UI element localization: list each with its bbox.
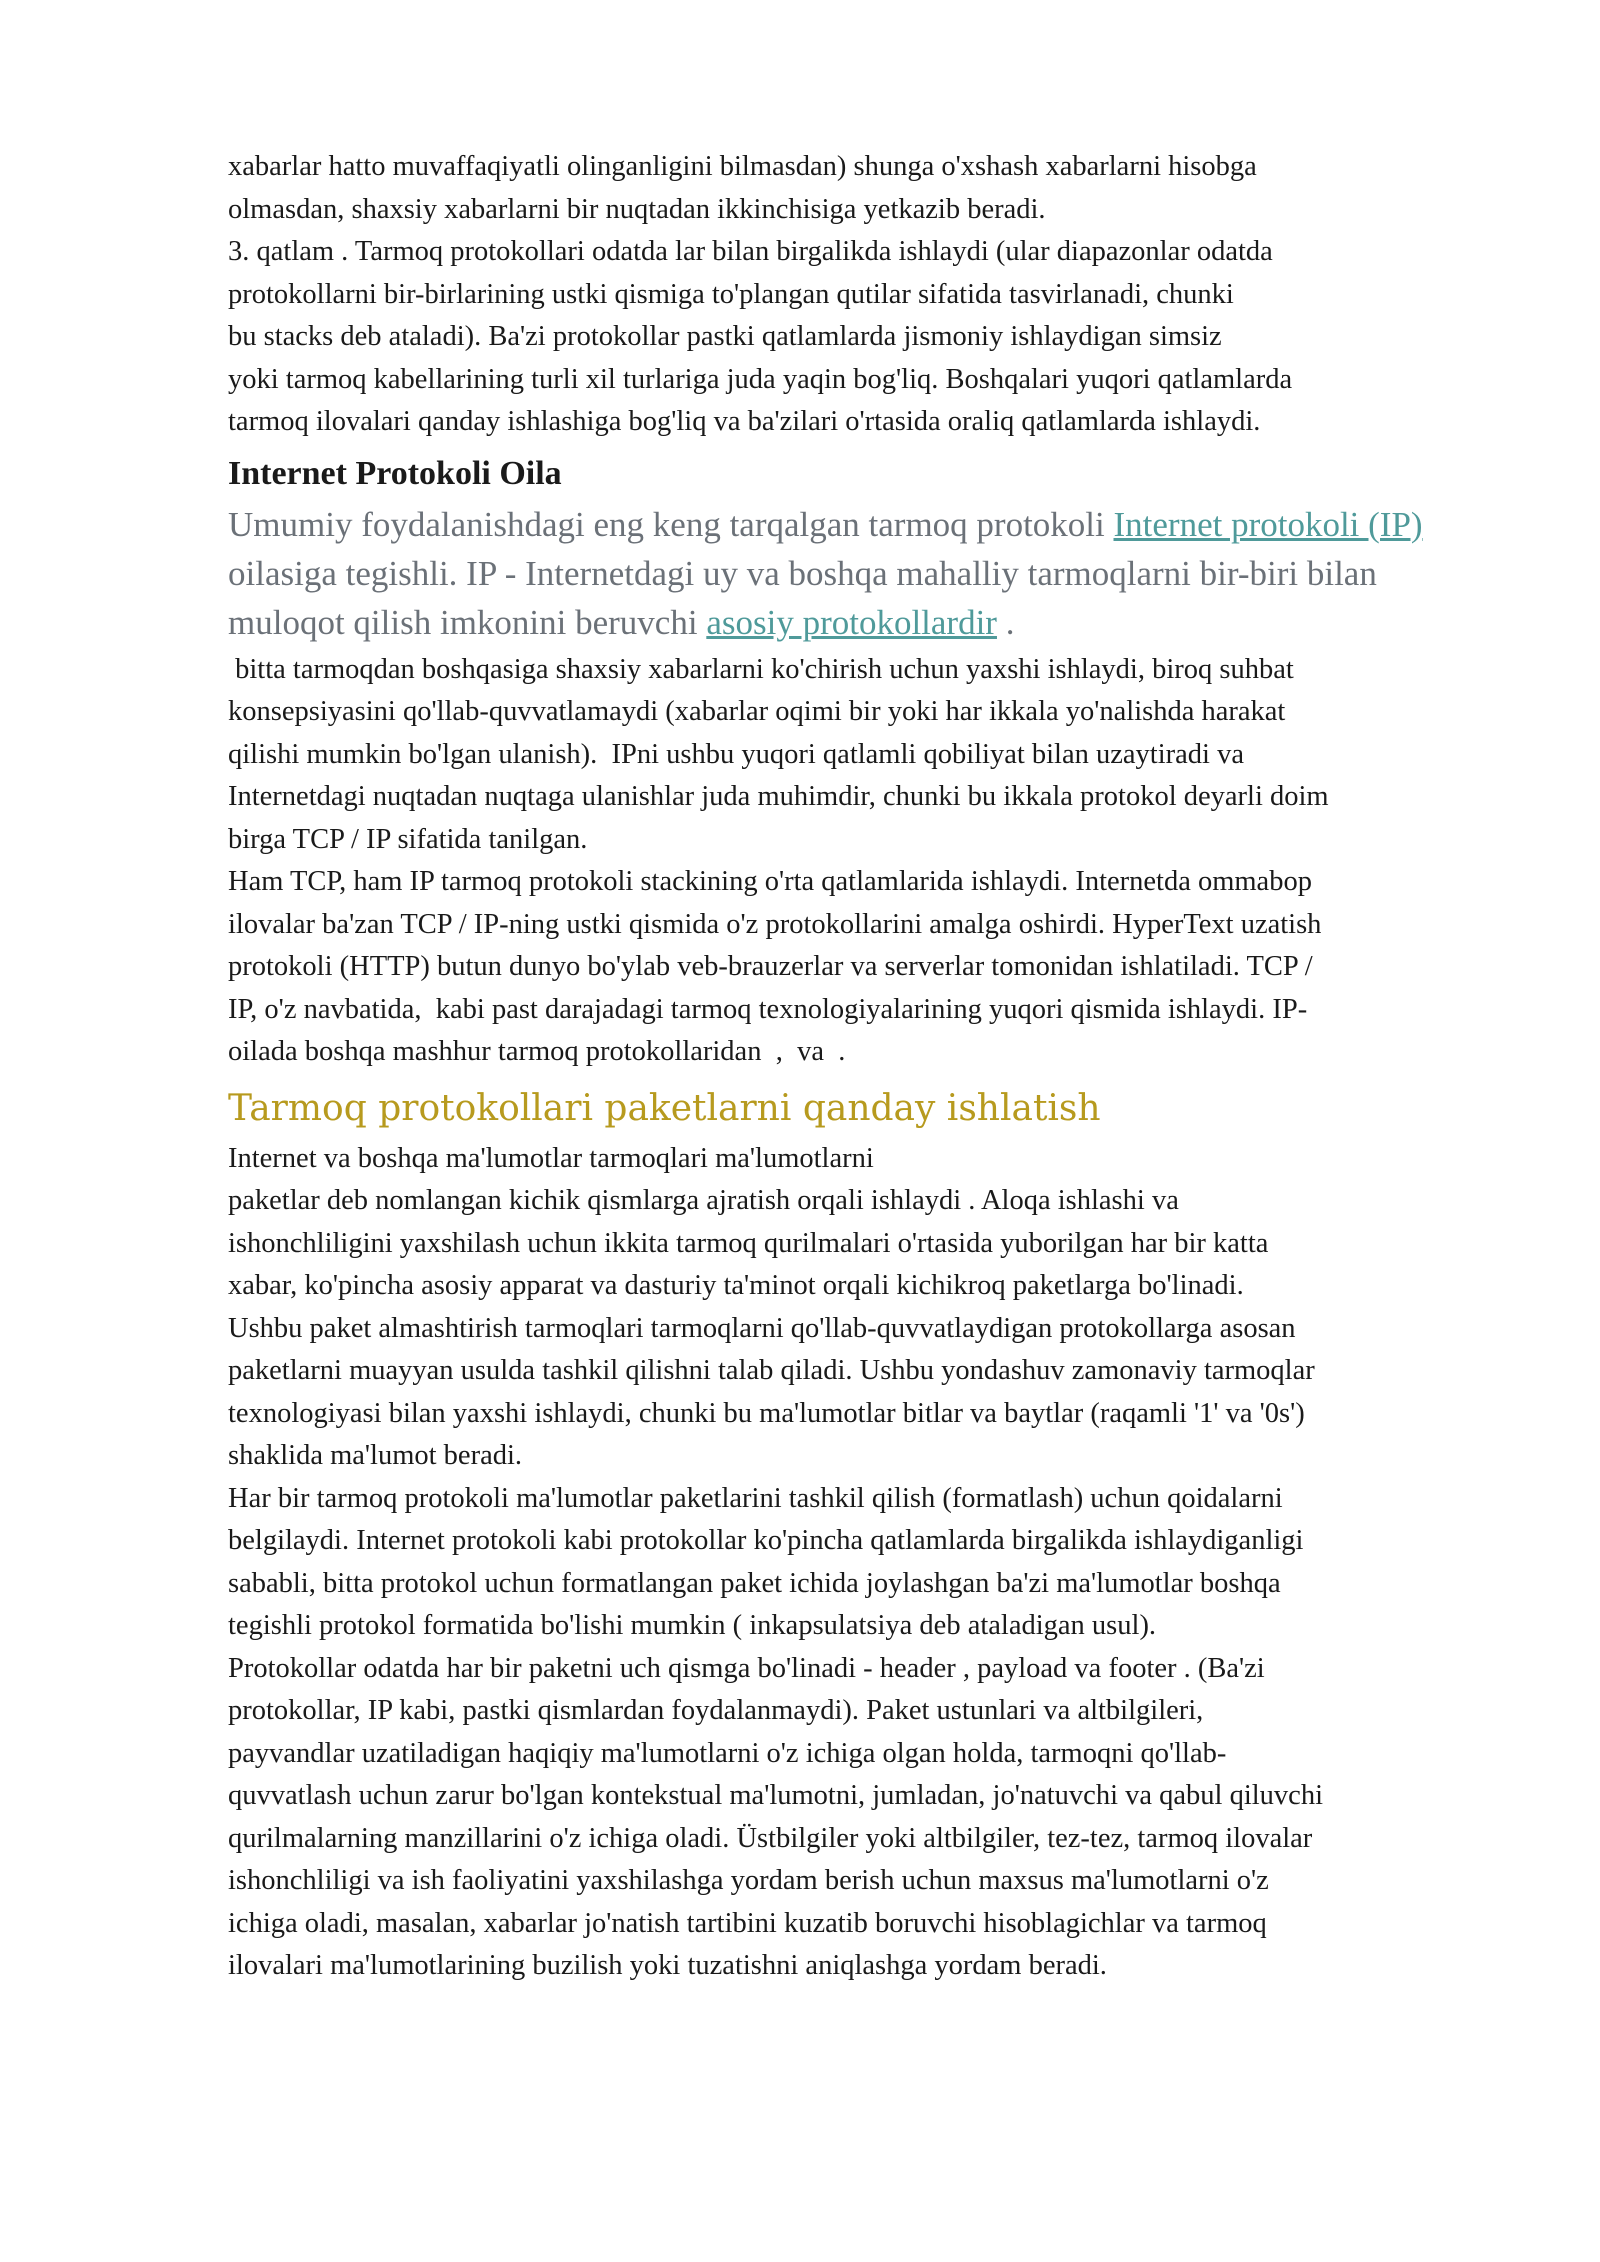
intro-paragraph bbox=[228, 146, 1468, 444]
text-line: Internetdagi nuqtadan nuqtaga ulanishlar juda muhimdir, chunki bu ikkala protokol deyarli doim bbox=[228, 781, 1329, 812]
text-line: yoki tarmoq kabellarining turli xil turlariga juda yaqin bog'liq. Boshqalari yuqori qatlamlarda bbox=[228, 363, 1293, 395]
text-line: Protokollar odatda har bir paketni uch qismga bo'linadi - header , payload va footer . (Ba'zi bbox=[228, 1652, 1265, 1684]
text-line: Ushbu paket almashtirish tarmoqlari tarmoqlarni qo'llab-quvvatlaydigan protokollarga asosan bbox=[228, 1312, 1296, 1344]
text-line: quvvatlash uchun zarur bo'lgan kontekstual ma'lumotni, jumladan, jo'natuvchi va qabul qiluvchi bbox=[228, 1780, 1323, 1811]
text-line: IP, o'z navbatida, kabi past darajadagi tarmoq texnologiyalarining yuqori qismida ishlaydi. IP- bbox=[228, 993, 1308, 1025]
text-line: shaklida ma'lumot beradi. bbox=[228, 1440, 523, 1471]
core-protocols-link[interactable]: asosiy protokollardir bbox=[706, 602, 997, 642]
text-line: sababli, bitta protokol uchun formatlangan paket ichida joylashgan ba'zi ma'lumotlar boshqa bbox=[228, 1567, 1281, 1599]
lead-paragraph bbox=[228, 500, 1468, 647]
text-line: protokollarni bir-birlarining ustki qismiga to'plangan qutilar sifatida tasvirlanadi, chunki bbox=[228, 278, 1234, 310]
text-line: texnologiyasi bilan yaxshi ishlaydi, chunki bu ma'lumotlar bitlar va baytlar (raqamli '1' va '0s') bbox=[228, 1397, 1305, 1429]
text-line: ishonchliligini yaxshilash uchun ikkita tarmoq qurilmalari o'rtasida yuborilgan har bir katta bbox=[228, 1227, 1269, 1259]
text-line: qilishi mumkin bo'lgan ulanish). IPni ushbu yuqori qatlamli qobiliyat bilan uzaytiradi va bbox=[228, 738, 1244, 770]
text-line: bitta tarmoqdan boshqasiga shaxsiy xabarlarni ko'chirish uchun yaxshi ishlaydi, biroq suhbat bbox=[228, 653, 1294, 685]
text-line: Har bir tarmoq protokoli ma'lumotlar paketlarini tashkil qilish (formatlash) uchun qoidalarni bbox=[228, 1482, 1283, 1514]
text-line: belgilaydi. Internet protokoli kabi protokollar ko'pincha qatlamlarda birgalikda ishlaydiganligi bbox=[228, 1525, 1304, 1556]
lead-text: oilasiga tegishli. IP - Internetdagi uy va boshqa mahalliy tarmoqlarni bir-biri bilan muloqot qilish imkonini beruvchi bbox=[228, 553, 1377, 642]
document-page bbox=[228, 146, 1468, 1988]
text-line: xabarlar hatto muvaffaqiyatli olinganligini bilmasdan) shunga o'xshash xabarlarni hisobga bbox=[228, 151, 1257, 182]
text-line: oilada boshqa mashhur tarmoq protokollaridan , va . bbox=[228, 1036, 846, 1067]
text-line: paketlarni muayyan usulda tashkil qilishni talab qiladi. Ushbu yondashuv zamonaviy tarmoqlar bbox=[228, 1355, 1315, 1386]
text-line: protokoli (HTTP) butun dunyo bo'ylab veb-brauzerlar va serverlar tomonidan ishlatiladi. TCP / bbox=[228, 951, 1313, 982]
text-line: ishonchliligi va ish faoliyatini yaxshilashga yordam berish uchun maxsus ma'lumotlarni o'z bbox=[228, 1865, 1269, 1896]
text-line: olmasdan, shaxsiy xabarlarni bir nuqtadan ikkinchisiga yetkazib beradi. bbox=[228, 193, 1046, 225]
section2-paragraph bbox=[228, 1138, 1468, 1988]
lead-text: Umumiy foydalanishdagi eng keng tarqalgan tarmoq protokoli bbox=[228, 504, 1114, 544]
section-heading-internet-protocol: Internet Protokoli Oila bbox=[228, 454, 562, 492]
text-line: ilovalari ma'lumotlarining buzilish yoki tuzatishni aniqlashga yordam beradi. bbox=[228, 1950, 1107, 1981]
text-line: Ham TCP, ham IP tarmoq protokoli stackining o'rta qatlamlarida ishlaydi. Internetda ommabop bbox=[228, 866, 1312, 897]
internet-protocol-link[interactable]: Internet protokoli (IP) bbox=[1113, 504, 1423, 544]
text-line: Internet va boshqa ma'lumotlar tarmoqlari ma'lumotlarni bbox=[228, 1142, 874, 1174]
text-line: ichiga oladi, masalan, xabarlar jo'natish tartibini kuzatib boruvchi hisoblagichlar va tarmoq bbox=[228, 1907, 1267, 1939]
text-line: tegishli protokol formatida bo'lishi mumkin ( inkapsulatsiya deb ataladigan usul). bbox=[228, 1610, 1157, 1641]
text-line: ilovalar ba'zan TCP / IP-ning ustki qismida o'z protokollarini amalga oshirdi. HyperText uzatish bbox=[228, 908, 1322, 940]
text-line: paketlar deb nomlangan kichik qismlarga ajratish orqali ishlaydi . Aloqa ishlashi va bbox=[228, 1185, 1179, 1216]
text-line: protokollar, IP kabi, pastki qismlardan foydalanmaydi). Paket ustunlari va altbilgileri, bbox=[228, 1695, 1204, 1726]
section1-paragraph bbox=[228, 649, 1468, 1074]
text-line: qurilmalarning manzillarini o'z ichiga oladi. Üstbilgiler yoki altbilgiler, tez-tez, tarmoq ilovalar bbox=[228, 1822, 1313, 1854]
section-heading-packets: Tarmoq protokollari paketlarni qanday ishlatish bbox=[228, 1087, 1101, 1129]
text-line: payvandlar uzatiladigan haqiqiy ma'lumotlarni o'z ichiga olgan holda, tarmoqni qo'llab- bbox=[228, 1737, 1227, 1769]
text-line: konsepsiyasini qo'llab-quvvatlamaydi (xabarlar oqimi bir yoki har ikkala yo'nalishda harakat bbox=[228, 696, 1286, 727]
text-line: birga TCP / IP sifatida tanilgan. bbox=[228, 823, 588, 855]
text-line: xabar, ko'pincha asosiy apparat va dasturiy ta'minot orqali kichikroq paketlarga bo'linadi. bbox=[228, 1270, 1244, 1301]
text-line: 3. qatlam . Tarmoq protokollari odatda lar bilan birgalikda ishlaydi (ular diapazonlar odatda bbox=[228, 236, 1273, 267]
text-line: tarmoq ilovalari qanday ishlashiga bog'liq va ba'zilari o'rtasida oraliq qatlamlarda ishlaydi. bbox=[228, 406, 1261, 437]
lead-text: . bbox=[996, 602, 1015, 642]
text-line: bu stacks deb ataladi). Ba'zi protokollar pastki qatlamlarda jismoniy ishlaydigan simsiz bbox=[228, 321, 1222, 352]
